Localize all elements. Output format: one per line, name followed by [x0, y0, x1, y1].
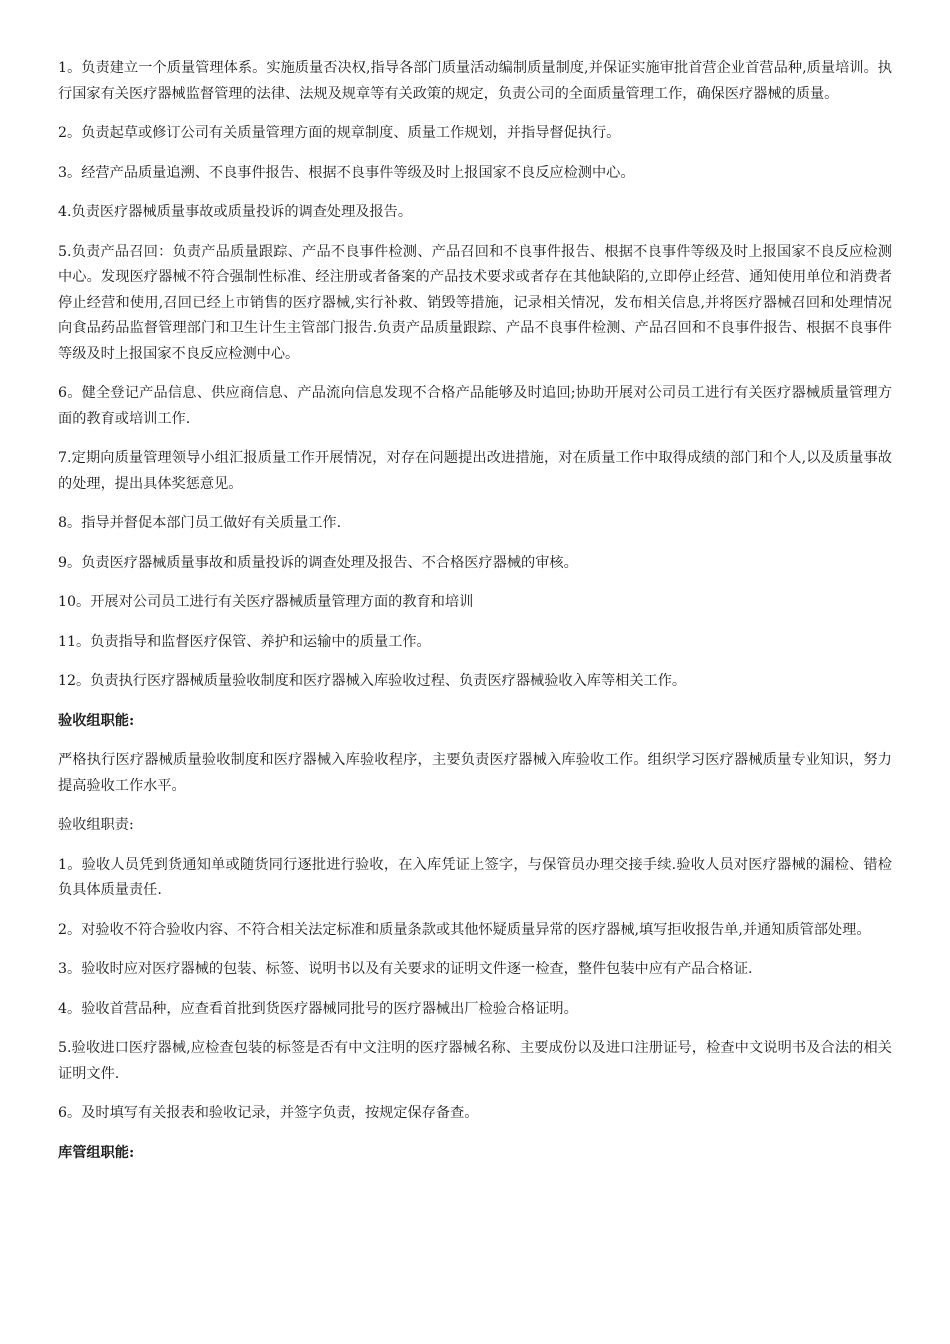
acceptance-function-heading: 验收组职能:: [58, 712, 135, 729]
acceptance-duty-2: 2。对验收不符合验收内容、不符合相关法定标准和质量条款或其他怀疑质量异常的医疗器械,填写拒收报告单,并通知质管部处理。: [58, 921, 871, 938]
acceptance-duty-1: 1。验收人员凭到货通知单或随货同行逐批进行验收，在入库凭证上签字，与保管员办理交接手续.验收人员对医疗器械的漏检、错检负具体质量责任.: [58, 856, 892, 898]
quality-duty-4: 4.负责医疗器械质量事故或质量投诉的调查处理及报告。: [58, 204, 413, 220]
acceptance-duty-5: 5.验收进口医疗器械,应检查包装的标签是否有中文注明的医疗器械名称、主要成份以及进口注册证号，检查中文说明书及合法的相关证明文件.: [58, 1040, 892, 1082]
acceptance-function-text: 严格执行医疗器械质量验收制度和医疗器械入库验收程序，主要负责医疗器械入库验收工作。组织学习医疗器械质量专业知识，努力提高验收工作水平。: [58, 752, 892, 794]
quality-duty-5: 5.负责产品召回：负责产品质量跟踪、产品不良事件检测、产品召回和不良事件报告、根据不良事件等级及时上报国家不良反应检测中心。发现医疗器械不符合强制性标准、经注册或者备案的产品技术要求或者存在其他缺陷的,立即停止经营、通知使用单位和消费者停止经营和使用,召回已经上市销售的医疗器械,实行补救、销毁等措施，记录相关情况，发布相关信息,并将医疗器械召回和处理情况向食品药品监督管理部门和卫生计生主管部门报告.负责产品质量跟踪、产品不良事件检测、产品召回和不良事件报告、根据不良事件等级及时上报国家不良反应检测中心。: [58, 243, 892, 362]
acceptance-duty-heading: 验收组职责:: [58, 817, 134, 833]
acceptance-duty-4: 4。验收首营品种，应查看首批到货医疗器械同批号的医疗器械出厂检验合格证明。: [58, 1000, 578, 1017]
acceptance-duty-6: 6。及时填写有关报表和验收记录，并签字负责，按规定保存备查。: [58, 1105, 479, 1121]
quality-duty-2: 2。负责起草或修订公司有关质量管理方面的规章制度、质量工作规划，并指导督促执行。: [58, 125, 621, 141]
quality-duty-9: 9。负责医疗器械质量事故和质量投诉的调查处理及报告、不合格医疗器械的审核。: [58, 554, 578, 571]
warehouse-function-heading: 库管组职能:: [58, 1144, 135, 1161]
quality-duty-10: 10。开展对公司员工进行有关医疗器械质量管理方面的教育和培训: [58, 594, 474, 610]
quality-duty-1: 1。负责建立一个质量管理体系。实施质量否决权,指导各部门质量活动编制质量制度,并保证实施审批首营企业首营品种,质量培训。执行国家有关医疗器械监督管理的法律、法规及规章等有关政策的规定，负责公司的全面质量管理工作，确保医疗器械的质量。: [58, 60, 892, 102]
quality-duty-12: 12。负责执行医疗器械质量验收制度和医疗器械入库验收过程、负责医疗器械验收入库等相关工作。: [58, 673, 687, 689]
quality-duty-8: 8。指导并督促本部门员工做好有关质量工作.: [58, 515, 342, 531]
acceptance-duty-3: 3。验收时应对医疗器械的包装、标签、说明书以及有关要求的证明文件逐一检查，整件包装中应有产品合格证.: [58, 961, 753, 977]
quality-duty-6: 6。健全登记产品信息、供应商信息、产品流向信息发现不合格产品能够及时追回;协助开展对公司员工进行有关医疗器械质量管理方面的教育或培训工作.: [58, 385, 892, 427]
quality-duty-11: 11。负责指导和监督医疗保管、养护和运输中的质量工作。: [58, 633, 431, 650]
quality-duty-7: 7.定期向质量管理领导小组汇报质量工作开展情况，对存在问题提出改进措施，对在质量工作中取得成绩的部门和个人,以及质量事故的处理，提出具体奖惩意见。: [58, 450, 892, 492]
quality-duty-3: 3。经营产品质量追溯、不良事件报告、根据不良事件等级及时上报国家不良反应检测中心。: [58, 164, 635, 181]
